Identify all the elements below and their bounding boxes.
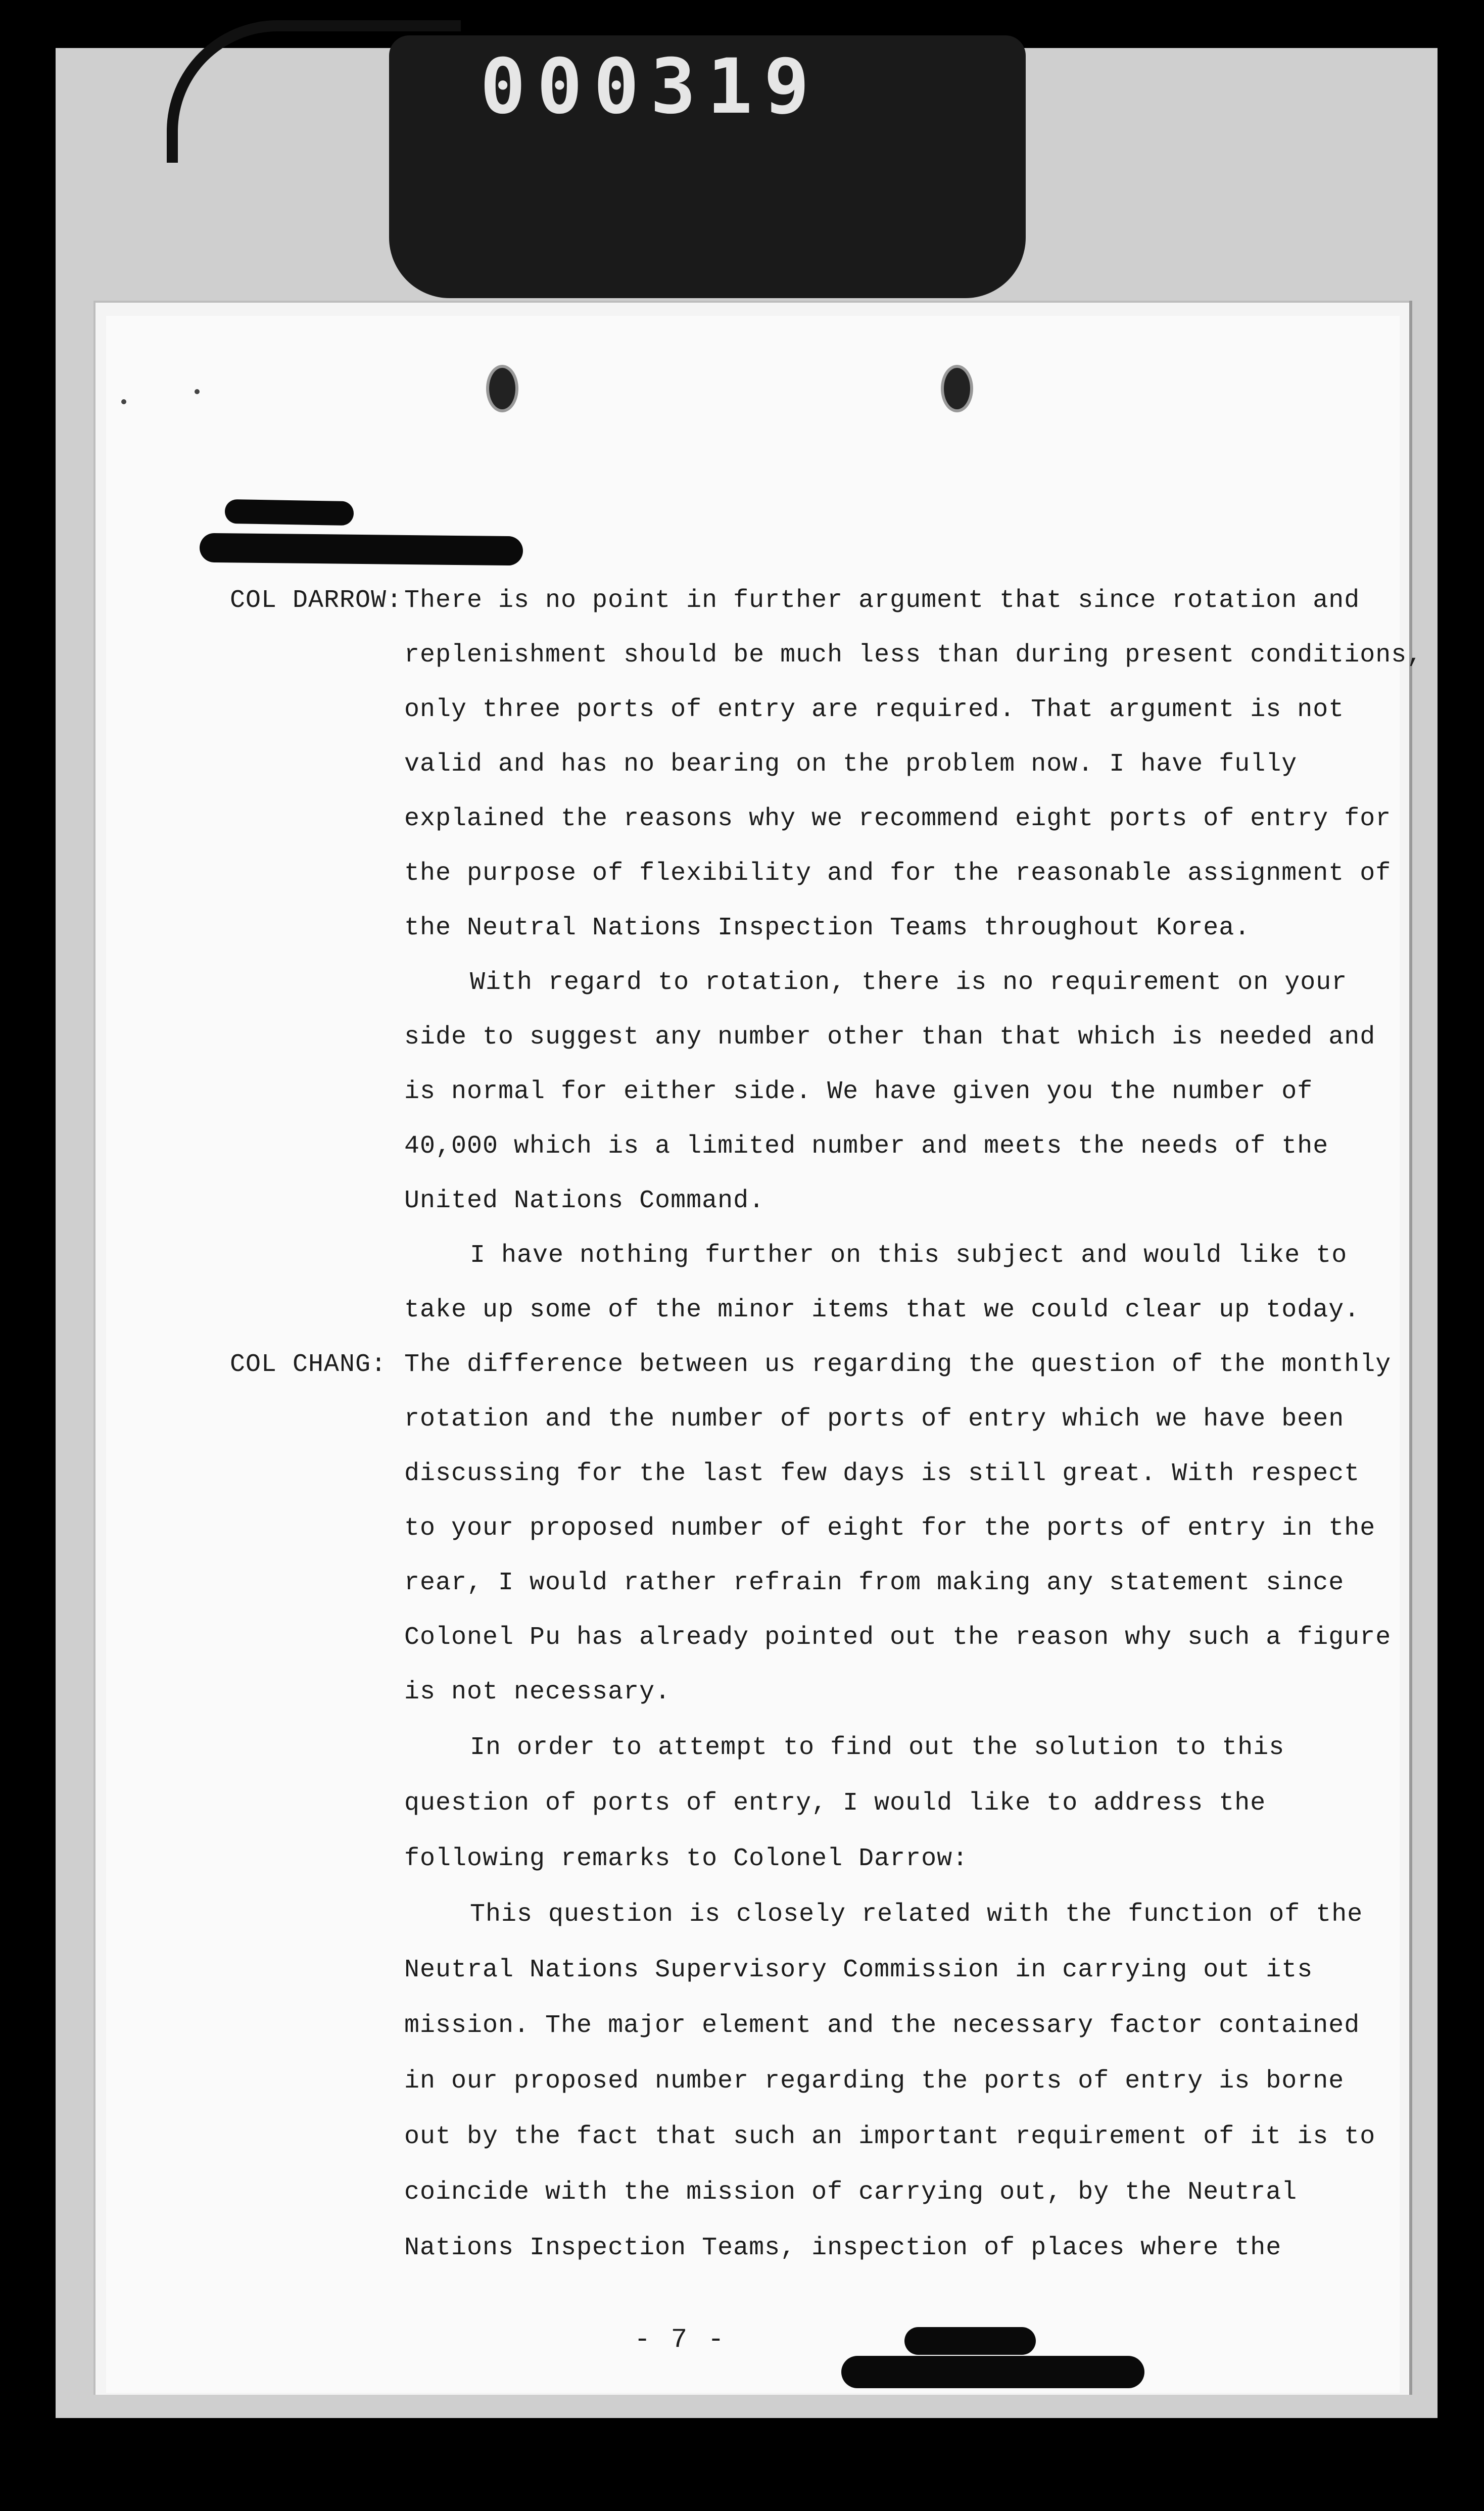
redaction-mark xyxy=(200,533,523,566)
redaction-mark xyxy=(225,499,354,526)
page-number: - 7 - xyxy=(634,2325,727,2355)
text-line: explained the reasons why we recommend eight ports of entry for xyxy=(404,804,1392,833)
punch-hole-right xyxy=(941,365,973,412)
text-line: Nations Inspection Teams, inspection of places where the xyxy=(404,2234,1282,2262)
redaction-mark xyxy=(904,2327,1036,2355)
text-line: in our proposed number regarding the ports of entry is borne xyxy=(404,2067,1345,2096)
text-line: 40,000 which is a limited number and meets the needs of the xyxy=(404,1132,1329,1161)
speaker-label: COL CHANG: xyxy=(230,1350,387,1379)
text-line: coincide with the mission of carrying out, by the Neutral xyxy=(404,2178,1298,2207)
text-line: There is no point in further argument that since rotation and xyxy=(404,586,1360,615)
text-line: valid and has no bearing on the problem now. I have fully xyxy=(404,750,1298,779)
text-line: The difference between us regarding the question of the monthly xyxy=(404,1350,1392,1379)
text-line: United Nations Command. xyxy=(404,1187,765,1215)
text-line: In order to attempt to find out the solution to this xyxy=(470,1733,1285,1762)
text-line: This question is closely related with the function of the xyxy=(470,1900,1363,1929)
text-line: mission. The major element and the necessary factor contained xyxy=(404,2011,1360,2040)
text-line: out by the fact that such an important requirement of it is to xyxy=(404,2122,1376,2151)
speaker-label: COL DARROW: xyxy=(230,586,403,615)
text-line: the Neutral Nations Inspection Teams throughout Korea. xyxy=(404,914,1251,942)
text-line: rear, I would rather refrain from making any statement since xyxy=(404,1569,1345,1597)
text-line: question of ports of entry, I would like to address the xyxy=(404,1789,1266,1818)
text-line: replenishment should be much less than during present conditions, xyxy=(404,641,1423,670)
text-line: is not necessary. xyxy=(404,1678,671,1707)
text-line: following remarks to Colonel Darrow: xyxy=(404,1844,969,1873)
punch-hole-left xyxy=(486,365,518,412)
text-line: to your proposed number of eight for the ports of entry in the xyxy=(404,1514,1376,1543)
text-line: rotation and the number of ports of entry which we have been xyxy=(404,1405,1345,1434)
frame-counter-clip xyxy=(389,35,1026,298)
text-line: is normal for either side. We have given you the number of xyxy=(404,1077,1313,1106)
text-line: discussing for the last few days is still great. With respect xyxy=(404,1459,1360,1488)
text-line: side to suggest any number other than that which is needed and xyxy=(404,1023,1376,1052)
text-line: With regard to rotation, there is no requirement on your xyxy=(470,968,1348,997)
text-line: Neutral Nations Supervisory Commission in carrying out its xyxy=(404,1956,1313,1984)
text-line: Colonel Pu has already pointed out the reason why such a figure xyxy=(404,1623,1392,1652)
text-line: I have nothing further on this subject and would like to xyxy=(470,1241,1348,1270)
stray-mark xyxy=(121,399,126,404)
frame-number: 000319 xyxy=(480,43,821,131)
text-line: only three ports of entry are required. That argument is not xyxy=(404,695,1345,724)
text-line: take up some of the minor items that we could clear up today. xyxy=(404,1296,1360,1324)
redaction-mark xyxy=(841,2356,1144,2388)
stray-mark xyxy=(195,389,200,394)
text-line: the purpose of flexibility and for the reasonable assignment of xyxy=(404,859,1392,888)
